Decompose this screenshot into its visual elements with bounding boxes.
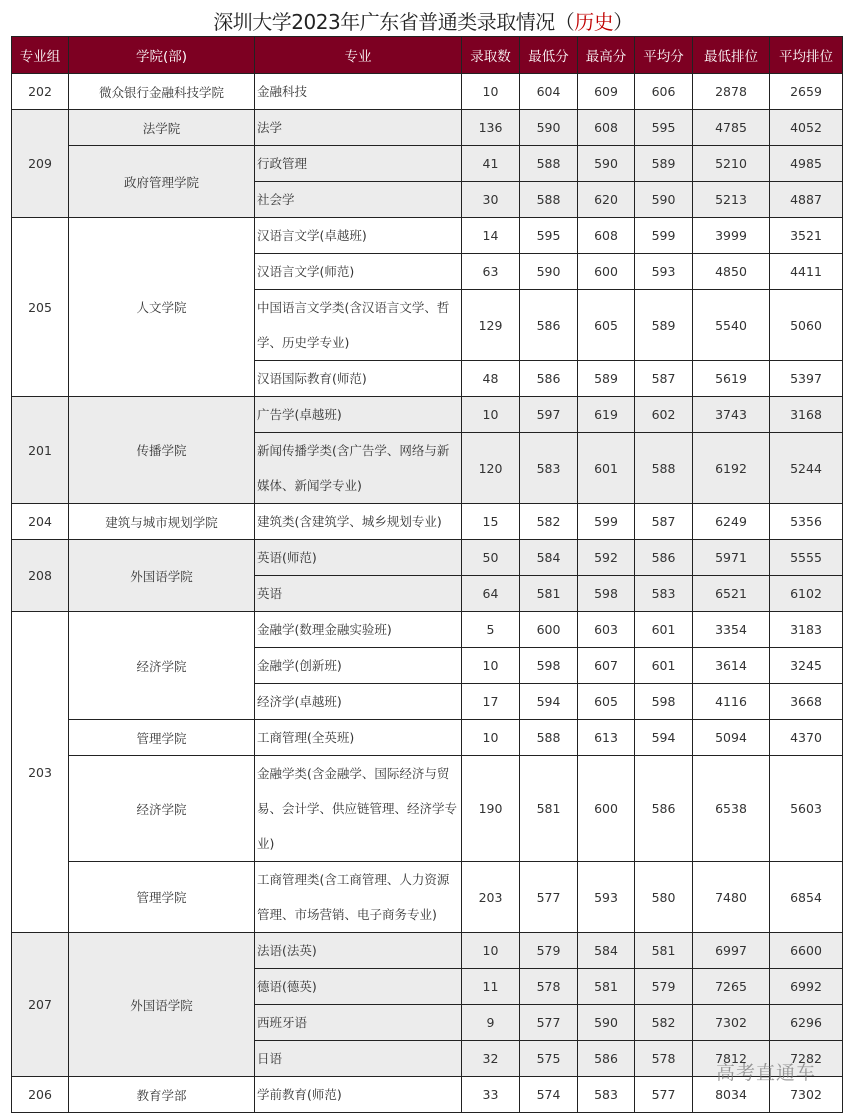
college-cell: 经济学院	[69, 756, 255, 862]
min-score-cell: 581	[520, 756, 578, 862]
min-rank-cell: 5971	[693, 540, 770, 576]
col-header-major: 专业	[255, 37, 462, 74]
admitted-count-cell: 10	[462, 933, 520, 969]
major-cell: 汉语言文学(师范)	[255, 254, 462, 290]
max-score-cell: 601	[578, 433, 635, 504]
avg-rank-cell: 3245	[770, 648, 843, 684]
avg-rank-cell: 5060	[770, 290, 843, 361]
header-row	[12, 37, 843, 74]
avg-score-cell: 583	[635, 576, 693, 612]
admitted-count-cell: 10	[462, 397, 520, 433]
max-score-cell: 600	[578, 254, 635, 290]
group-code-cell: 203	[12, 612, 69, 933]
avg-rank-cell: 4887	[770, 182, 843, 218]
min-rank-cell: 4850	[693, 254, 770, 290]
college-cell: 经济学院	[69, 612, 255, 720]
major-cell: 汉语国际教育(师范)	[255, 361, 462, 397]
college-cell: 教育学部	[69, 1077, 255, 1113]
avg-score-cell: 579	[635, 969, 693, 1005]
avg-score-cell: 586	[635, 756, 693, 862]
admitted-count-cell: 30	[462, 182, 520, 218]
max-score-cell: 583	[578, 1077, 635, 1113]
avg-score-cell: 602	[635, 397, 693, 433]
admitted-count-cell: 10	[462, 720, 520, 756]
avg-rank-cell: 5555	[770, 540, 843, 576]
page-title	[0, 6, 846, 35]
avg-rank-cell: 7282	[770, 1041, 843, 1077]
group-code-cell: 209	[12, 110, 69, 218]
major-cell: 建筑类(含建筑学、城乡规划专业)	[255, 504, 462, 540]
avg-rank-cell: 4052	[770, 110, 843, 146]
col-header-avg-rank: 平均排位	[770, 37, 843, 74]
avg-score-cell: 593	[635, 254, 693, 290]
college-cell: 传播学院	[69, 397, 255, 504]
admitted-count-cell: 9	[462, 1005, 520, 1041]
min-rank-cell: 6997	[693, 933, 770, 969]
min-rank-cell: 6192	[693, 433, 770, 504]
college-cell: 外国语学院	[69, 933, 255, 1077]
group-code-cell: 201	[12, 397, 69, 504]
col-header-admitted: 录取数	[462, 37, 520, 74]
college-cell: 管理学院	[69, 720, 255, 756]
major-cell: 金融学(创新班)	[255, 648, 462, 684]
admitted-count-cell: 190	[462, 756, 520, 862]
table-row	[12, 612, 843, 648]
avg-score-cell: 582	[635, 1005, 693, 1041]
min-score-cell: 588	[520, 146, 578, 182]
avg-score-cell: 594	[635, 720, 693, 756]
avg-score-cell: 578	[635, 1041, 693, 1077]
min-score-cell: 586	[520, 290, 578, 361]
min-score-cell: 575	[520, 1041, 578, 1077]
min-score-cell: 584	[520, 540, 578, 576]
avg-rank-cell: 6296	[770, 1005, 843, 1041]
table-row	[12, 397, 843, 433]
max-score-cell: 581	[578, 969, 635, 1005]
major-cell: 德语(德英)	[255, 969, 462, 1005]
min-rank-cell: 7480	[693, 862, 770, 933]
col-header-min-score: 最低分	[520, 37, 578, 74]
admitted-count-cell: 129	[462, 290, 520, 361]
min-score-cell: 579	[520, 933, 578, 969]
table-row	[12, 862, 843, 933]
max-score-cell: 590	[578, 1005, 635, 1041]
max-score-cell: 598	[578, 576, 635, 612]
table-row	[12, 74, 843, 110]
admitted-count-cell: 64	[462, 576, 520, 612]
col-header-max-score: 最高分	[578, 37, 635, 74]
major-cell: 法学	[255, 110, 462, 146]
major-cell: 学前教育(师范)	[255, 1077, 462, 1113]
college-cell: 管理学院	[69, 862, 255, 933]
table-row	[12, 720, 843, 756]
major-cell: 金融学(数理金融实验班)	[255, 612, 462, 648]
min-rank-cell: 3614	[693, 648, 770, 684]
min-rank-cell: 3354	[693, 612, 770, 648]
admitted-count-cell: 14	[462, 218, 520, 254]
min-score-cell: 595	[520, 218, 578, 254]
min-rank-cell: 5210	[693, 146, 770, 182]
title-highlight: 历史	[574, 10, 614, 34]
major-cell: 广告学(卓越班)	[255, 397, 462, 433]
min-rank-cell: 3999	[693, 218, 770, 254]
table-row	[12, 504, 843, 540]
college-cell: 法学院	[69, 110, 255, 146]
max-score-cell: 592	[578, 540, 635, 576]
min-rank-cell: 2878	[693, 74, 770, 110]
min-score-cell: 604	[520, 74, 578, 110]
admitted-count-cell: 203	[462, 862, 520, 933]
avg-score-cell: 601	[635, 648, 693, 684]
col-header-college: 学院(部)	[69, 37, 255, 74]
max-score-cell: 599	[578, 504, 635, 540]
college-cell: 微众银行金融科技学院	[69, 74, 255, 110]
min-score-cell: 598	[520, 648, 578, 684]
group-code-cell: 204	[12, 504, 69, 540]
admitted-count-cell: 136	[462, 110, 520, 146]
max-score-cell: 593	[578, 862, 635, 933]
max-score-cell: 600	[578, 756, 635, 862]
min-score-cell: 581	[520, 576, 578, 612]
max-score-cell: 586	[578, 1041, 635, 1077]
col-header-group: 专业组	[12, 37, 69, 74]
max-score-cell: 608	[578, 110, 635, 146]
admitted-count-cell: 10	[462, 648, 520, 684]
avg-rank-cell: 7302	[770, 1077, 843, 1113]
min-score-cell: 594	[520, 684, 578, 720]
avg-rank-cell: 4370	[770, 720, 843, 756]
avg-score-cell: 581	[635, 933, 693, 969]
avg-score-cell: 606	[635, 74, 693, 110]
avg-score-cell: 587	[635, 361, 693, 397]
avg-rank-cell: 3168	[770, 397, 843, 433]
col-header-avg-score: 平均分	[635, 37, 693, 74]
min-rank-cell: 7265	[693, 969, 770, 1005]
avg-score-cell: 587	[635, 504, 693, 540]
avg-rank-cell: 4411	[770, 254, 843, 290]
max-score-cell: 620	[578, 182, 635, 218]
title-text: 深圳大学2023年广东省普通类录取情况（	[213, 10, 575, 34]
group-code-cell: 202	[12, 74, 69, 110]
major-cell: 西班牙语	[255, 1005, 462, 1041]
table-row	[12, 540, 843, 576]
min-rank-cell: 4785	[693, 110, 770, 146]
avg-rank-cell: 5244	[770, 433, 843, 504]
college-cell: 外国语学院	[69, 540, 255, 612]
table-row	[12, 218, 843, 254]
avg-score-cell: 598	[635, 684, 693, 720]
group-code-cell: 206	[12, 1077, 69, 1113]
admitted-count-cell: 63	[462, 254, 520, 290]
min-rank-cell: 8034	[693, 1077, 770, 1113]
avg-rank-cell: 6854	[770, 862, 843, 933]
avg-rank-cell: 3521	[770, 218, 843, 254]
min-score-cell: 578	[520, 969, 578, 1005]
max-score-cell: 605	[578, 290, 635, 361]
min-rank-cell: 4116	[693, 684, 770, 720]
min-rank-cell: 5213	[693, 182, 770, 218]
min-score-cell: 590	[520, 110, 578, 146]
table-row	[12, 146, 843, 182]
college-cell: 政府管理学院	[69, 146, 255, 218]
avg-rank-cell: 6992	[770, 969, 843, 1005]
admitted-count-cell: 11	[462, 969, 520, 1005]
avg-rank-cell: 6600	[770, 933, 843, 969]
group-code-cell: 205	[12, 218, 69, 397]
table-row	[12, 756, 843, 862]
max-score-cell: 608	[578, 218, 635, 254]
max-score-cell: 590	[578, 146, 635, 182]
avg-score-cell: 588	[635, 433, 693, 504]
min-score-cell: 600	[520, 612, 578, 648]
max-score-cell: 619	[578, 397, 635, 433]
min-rank-cell: 6249	[693, 504, 770, 540]
avg-rank-cell: 2659	[770, 74, 843, 110]
min-rank-cell: 6521	[693, 576, 770, 612]
admitted-count-cell: 15	[462, 504, 520, 540]
avg-rank-cell: 4985	[770, 146, 843, 182]
admitted-count-cell: 17	[462, 684, 520, 720]
major-cell: 社会学	[255, 182, 462, 218]
major-cell: 金融学类(含金融学、国际经济与贸易、会计学、供应链管理、经济学专业)	[255, 756, 462, 862]
max-score-cell: 589	[578, 361, 635, 397]
max-score-cell: 607	[578, 648, 635, 684]
major-cell: 工商管理(全英班)	[255, 720, 462, 756]
min-rank-cell: 7302	[693, 1005, 770, 1041]
min-score-cell: 583	[520, 433, 578, 504]
college-cell: 人文学院	[69, 218, 255, 397]
avg-rank-cell: 3668	[770, 684, 843, 720]
min-score-cell: 577	[520, 862, 578, 933]
min-rank-cell: 3743	[693, 397, 770, 433]
admitted-count-cell: 33	[462, 1077, 520, 1113]
major-cell: 工商管理类(含工商管理、人力资源管理、市场营销、电子商务专业)	[255, 862, 462, 933]
col-header-min-rank: 最低排位	[693, 37, 770, 74]
admitted-count-cell: 32	[462, 1041, 520, 1077]
min-rank-cell: 5540	[693, 290, 770, 361]
avg-score-cell: 601	[635, 612, 693, 648]
avg-score-cell: 589	[635, 146, 693, 182]
admitted-count-cell: 10	[462, 74, 520, 110]
college-cell: 建筑与城市规划学院	[69, 504, 255, 540]
min-score-cell: 588	[520, 182, 578, 218]
avg-score-cell: 589	[635, 290, 693, 361]
avg-rank-cell: 3183	[770, 612, 843, 648]
major-cell: 新闻传播学类(含广告学、网络与新媒体、新闻学专业)	[255, 433, 462, 504]
admitted-count-cell: 48	[462, 361, 520, 397]
min-score-cell: 586	[520, 361, 578, 397]
avg-score-cell: 595	[635, 110, 693, 146]
watermark: 高考直通车	[715, 1062, 816, 1084]
avg-score-cell: 586	[635, 540, 693, 576]
max-score-cell: 603	[578, 612, 635, 648]
admission-table	[11, 36, 843, 1113]
min-score-cell: 588	[520, 720, 578, 756]
max-score-cell: 605	[578, 684, 635, 720]
major-cell: 中国语言文学类(含汉语言文学、哲学、历史学专业)	[255, 290, 462, 361]
max-score-cell: 609	[578, 74, 635, 110]
group-code-cell: 208	[12, 540, 69, 612]
major-cell: 日语	[255, 1041, 462, 1077]
major-cell: 英语(师范)	[255, 540, 462, 576]
min-rank-cell: 5094	[693, 720, 770, 756]
avg-rank-cell: 5397	[770, 361, 843, 397]
max-score-cell: 613	[578, 720, 635, 756]
min-rank-cell: 7812	[693, 1041, 770, 1077]
min-score-cell: 574	[520, 1077, 578, 1113]
min-rank-cell: 6538	[693, 756, 770, 862]
table-body	[12, 74, 843, 1113]
group-code-cell: 207	[12, 933, 69, 1077]
major-cell: 经济学(卓越班)	[255, 684, 462, 720]
major-cell: 金融科技	[255, 74, 462, 110]
min-score-cell: 577	[520, 1005, 578, 1041]
min-score-cell: 597	[520, 397, 578, 433]
min-rank-cell: 5619	[693, 361, 770, 397]
admitted-count-cell: 41	[462, 146, 520, 182]
admitted-count-cell: 120	[462, 433, 520, 504]
major-cell: 法语(法英)	[255, 933, 462, 969]
table-row	[12, 933, 843, 969]
avg-rank-cell: 6102	[770, 576, 843, 612]
admitted-count-cell: 50	[462, 540, 520, 576]
avg-rank-cell: 5603	[770, 756, 843, 862]
min-score-cell: 582	[520, 504, 578, 540]
table-row	[12, 110, 843, 146]
major-cell: 汉语言文学(卓越班)	[255, 218, 462, 254]
major-cell: 行政管理	[255, 146, 462, 182]
avg-score-cell: 577	[635, 1077, 693, 1113]
avg-score-cell: 599	[635, 218, 693, 254]
max-score-cell: 584	[578, 933, 635, 969]
avg-score-cell: 590	[635, 182, 693, 218]
avg-rank-cell: 5356	[770, 504, 843, 540]
avg-score-cell: 580	[635, 862, 693, 933]
admitted-count-cell: 5	[462, 612, 520, 648]
min-score-cell: 590	[520, 254, 578, 290]
title-suffix: ）	[613, 10, 633, 34]
major-cell: 英语	[255, 576, 462, 612]
